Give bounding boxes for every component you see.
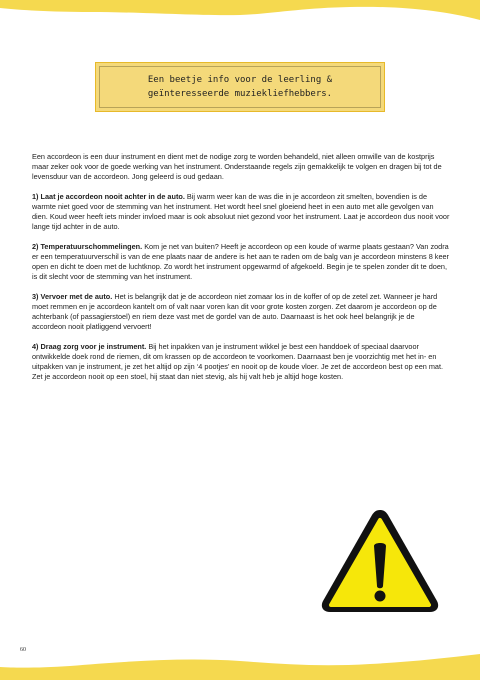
section-1 <box>32 192 450 232</box>
title-box <box>95 62 385 112</box>
top-wave-decoration <box>0 0 480 40</box>
section-2 <box>32 242 450 282</box>
section-4-body: Bij het inpakken van je instrument wikkel je best een handdoek of speciaal daarvoor ontwikkelde doek rond de riemen, dit om krassen op de accordeon te voorkomen. Daarnaast ben je voorzichtig met het in- en uitpakken van je instrument, je zet het altijd op zijn ‘4 pootjes’ en nooit op de koude vloer. Je zet de accordeon best op een mat. Zet je accordeon nooit op een stoel, hij staat dan niet stevig, als hij valt heb je altijd hoge kosten. <box>32 342 444 381</box>
main-content <box>32 152 450 392</box>
section-4 <box>32 342 450 382</box>
section-2-body: Kom je net van buiten? Heeft je accordeon op een koude of warme plaats gestaan? Van zodra er een temperatuurverschil is van de ene plaats naar de andere is het aan te raden om de balg van je accordeon minstens 8 keer open en dicht te doen met de luchtknop. Zo wordt het instrument opgewarmd of afgekoeld. Begin je te spelen zonder dit te doen, is dit slecht voor de stemming van het instrument. <box>32 242 449 281</box>
section-4-heading: 4) Draag zorg voor je instrument. <box>32 342 147 351</box>
intro-paragraph: Een accordeon is een duur instrument en dient met de nodige zorg te worden behandeld, niet alleen omwille van de kostprijs maar zeker ook voor de goede werking van het instrument. Onderstaande regels zijn gemakkelijk te volgen en dragen bij tot de levensduur van de accordeon. Jong geleerd is oud gedaan. <box>32 152 442 181</box>
page-number: 60 <box>20 647 26 653</box>
section-3 <box>32 292 450 332</box>
warning-triangle-icon <box>318 506 442 616</box>
bottom-wave-decoration <box>0 640 480 680</box>
section-1-body: Bij warm weer kan de was die in je accordeon zit smelten, bovendien is de warmte niet goed voor de stemming van het instrument. Het wordt heel snel gloeiend heet in een auto met alle gevolgen van dien. Koud weer heeft iets minder invloed maar is ook absoluut niet gezond voor het instrument. Laat je accordeon dus nooit voor lange tijd achter in de auto. <box>32 192 450 231</box>
section-3-body: Het is belangrijk dat je de accordeon niet zomaar los in de koffer of op de zetel zet. Wanneer je hard moet remmen en je accordeon kantelt om of valt naar voren kan dit voor grote kosten zorgen. Zet daarom je accordeon op de achterbank (of passagierstoel) en riem deze vast met de gordel van de auto. Daarnaast is het ook heel belangrijk je de accordeon nooit platliggend vervoert! <box>32 292 438 331</box>
section-3-heading: 3) Vervoer met de auto. <box>32 292 113 301</box>
page-title: Een beetje info voor de leerling & geïnteresseerde muziekliefhebbers. <box>147 75 333 99</box>
section-2-heading: 2) Temperatuurschommelingen. <box>32 242 143 251</box>
section-1-heading: 1) Laat je accordeon nooit achter in de auto. <box>32 192 185 201</box>
title-box-inner <box>99 66 381 108</box>
